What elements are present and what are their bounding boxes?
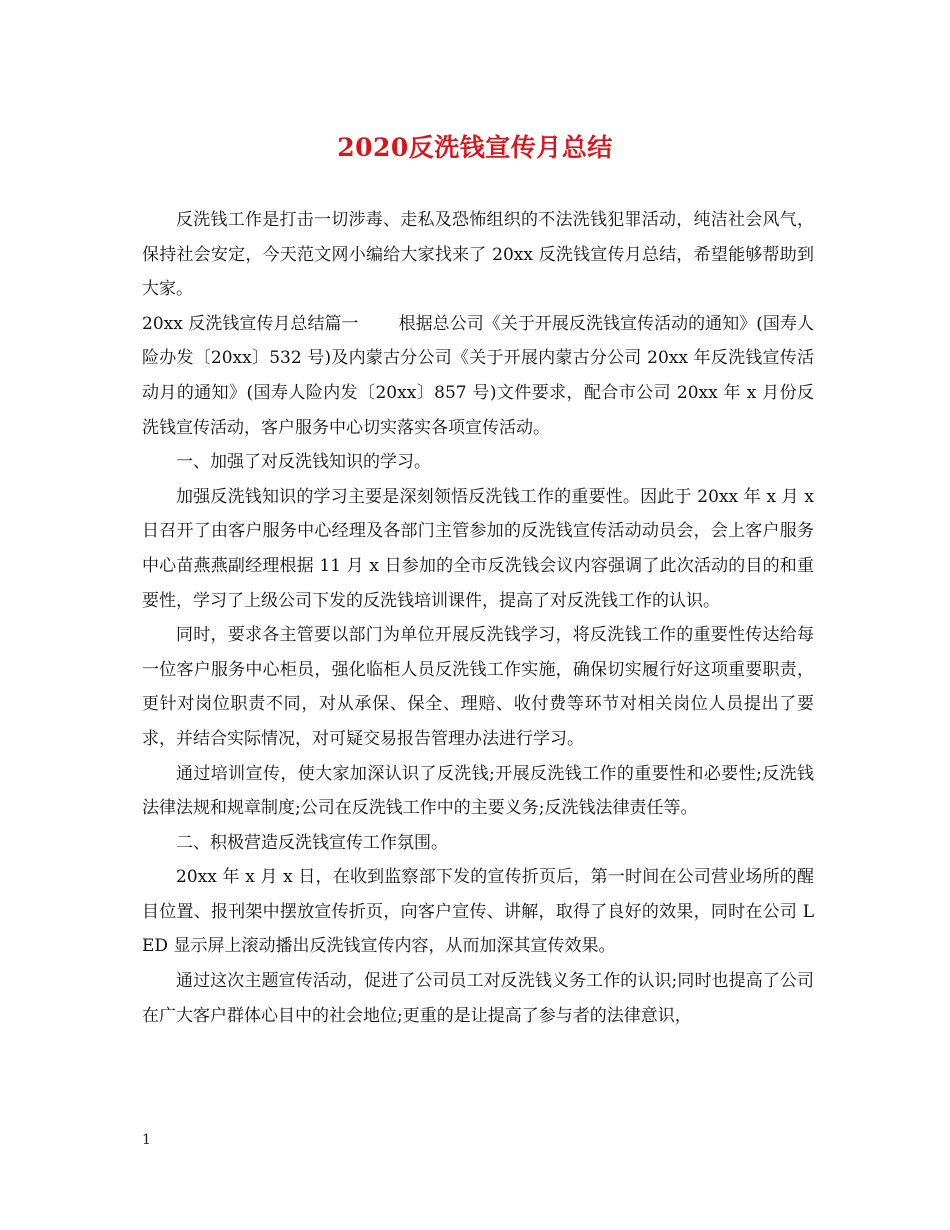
paragraph-learning: 加强反洗钱知识的学习主要是深刻领悟反洗钱工作的重要性。因此于 20xx 年 x 月 x 日召开了由客户服务中心经理及各部门主管参加的反洗钱宣传活动动员会，会上客户服务中心苗燕燕副经理根据 11 月 x 日参加的全市反洗钱会议内容强调了此次活动的目的和重要性，学习了上级公司下发的反洗钱培训课件，提高了对反洗钱工作的认识。 <box>142 486 814 611</box>
paragraph-section-one-lead <box>142 307 814 445</box>
section-body-inline: 根据总公司《关于开展反洗钱宣传活动的通知》(国寿人险办发〔20xx〕532 号)及内蒙古分公司《关于开展内蒙古分公司 20xx 年反洗钱宣传活动月的通知》(国寿人险内发〔20xx〕857 号)文件要求，配合市公司 20xx 年 x 月份反洗钱宣传活动，客户服务中心切实落实各项宣传活动。 <box>142 313 814 438</box>
paragraph-heading-one: 一、加强了对反洗钱知识的学习。 <box>176 452 431 473</box>
paragraph-training: 通过培训宣传，使大家加深认识了反洗钱;开展反洗钱工作的重要性和必要性;反洗钱法律法规和规章制度;公司在反洗钱工作中的主要义务;反洗钱法律责任等。 <box>142 763 814 819</box>
section-heading-inline: 20xx 反洗钱宣传月总结篇一 <box>142 313 359 334</box>
page-number: 1 <box>142 1132 151 1148</box>
paragraph-heading-two: 二、积极营造反洗钱宣传工作氛围。 <box>176 832 448 853</box>
document-body <box>142 203 814 1033</box>
document-title: 2020反洗钱宣传月总结 <box>337 133 613 162</box>
paragraph-results: 通过这次主题宣传活动，促进了公司员工对反洗钱义务工作的认识;同时也提高了公司在广大客户群体心目中的社会地位;更重的是让提高了参与者的法律意识， <box>142 971 814 1026</box>
paragraph-requirements: 同时，要求各主管要以部门为单位开展反洗钱学习，将反洗钱工作的重要性传达给每一位客户服务中心柜员，强化临柜人员反洗钱工作实施，确保切实履行好这项重要职责，更针对岗位职责不同，对从承保、保全、理赔、收付费等环节对相关岗位人员提出了要求，并结合实际情况，对可疑交易报告管理办法进行学习。 <box>142 625 814 749</box>
paragraph-intro: 反洗钱工作是打击一切涉毒、走私及恐怖组织的不法洗钱犯罪活动，纯洁社会风气，保持社会安定，今天范文网小编给大家找来了 20xx 反洗钱宣传月总结，希望能够帮助到大家。 <box>142 210 814 300</box>
paragraph-promotion: 20xx 年 x 月 x 日，在收到监察部下发的宣传折页后，第一时间在公司营业场所的醒目位置、报刊架中摆放宣传折页，向客户宣传、讲解，取得了良好的效果，同时在公司 LED 显示屏上滚动播出反洗钱宣传内容，从而加深其宣传效果。 <box>142 867 814 957</box>
